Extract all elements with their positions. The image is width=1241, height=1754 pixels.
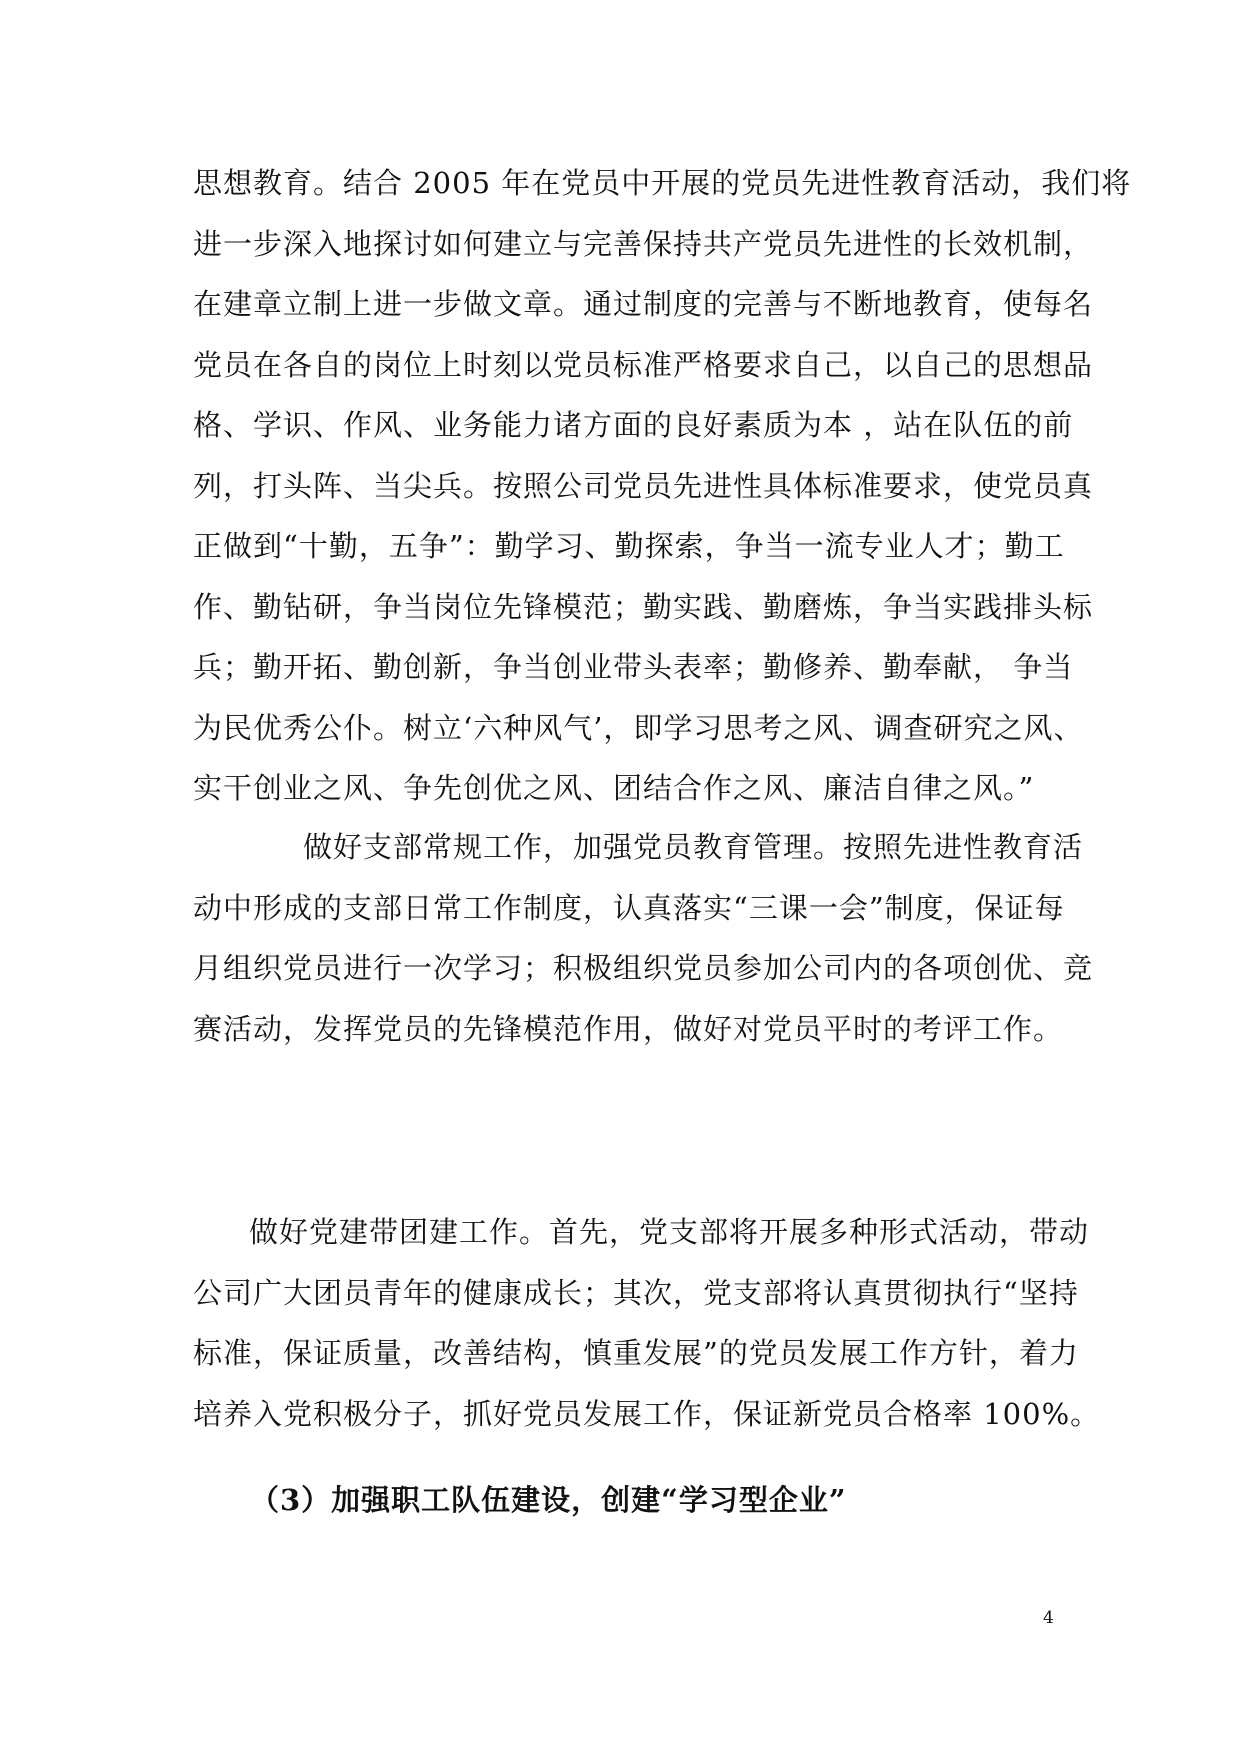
paragraph-party-education [193, 153, 1132, 819]
paragraph-line: 动中形成的支部日常工作制度，认真落实“三课一会”制度，保证每 [193, 890, 1065, 925]
paragraph-line: 标准，保证质量，改善结构，慎重发展”的党员发展工作方针，着力 [193, 1336, 1079, 1370]
paragraph-line: 思想教育。结合 2005 年在党员中开展的党员先进性教育活动，我们将 [193, 166, 1132, 200]
paragraph-party-league-building [193, 1202, 1101, 1444]
paragraph-line: 进一步深入地探讨如何建立与完善保持共产党员先进性的长效机制， [193, 226, 1094, 261]
paragraph-line: 党员在各自的岗位上时刻以党员标准严格要求自己，以自己的思想品 [193, 347, 1094, 382]
paragraph-line: 培养入党积极分子，抓好党员发展工作，保证新党员合格率 100%。 [193, 1396, 1101, 1431]
paragraph-line: 公司广大团员青年的健康成长；其次，党支部将认真贯彻执行“坚持 [193, 1275, 1079, 1310]
paragraph-line: 正做到“十勤，五争”：勤学习、勤探索，争当一流专业人才；勤工 [193, 529, 1065, 563]
section-heading: （3）加强职工队伍建设，创建“学习型企业” [250, 1483, 847, 1517]
paragraph-line: 作、勤钻研，争当岗位先锋模范；勤实践、勤磨炼，争当实践排头标 [193, 589, 1094, 624]
paragraph-line: 实干创业之风、争先创优之风、团结合作之风、廉洁自律之风。” [193, 771, 1035, 805]
paragraph-line: 为民优秀公仆。树立‘六种风气’，即学习思考之风、调查研究之风、 [193, 710, 1084, 745]
paragraph-line: 在建章立制上进一步做文章。通过制度的完善与不断地教育，使每名 [193, 287, 1094, 321]
paragraph-branch-routine-work [193, 817, 1094, 1059]
paragraph-line: 赛活动，发挥党员的先锋模范作用，做好对党员平时的考评工作。 [193, 1011, 1064, 1046]
paragraph-line: 列，打头阵、当尖兵。按照公司党员先进性具体标准要求，使党员真 [193, 468, 1094, 503]
paragraph-line: 做好支部常规工作，加强党员教育管理。按照先进性教育活 [303, 830, 1084, 864]
page-number: 4 [1043, 1608, 1054, 1628]
paragraph-line: 格、学识、作风、业务能力诸方面的良好素质为本 ，站在队伍的前 [193, 408, 1074, 442]
paragraph-line: 做好党建带团建工作。首先，党支部将开展多种形式活动，带动 [249, 1215, 1090, 1249]
paragraph-line: 兵；勤开拓、勤创新，争当创业带头表率；勤修养、勤奉献， 争当 [193, 650, 1074, 684]
paragraph-line: 月组织党员进行一次学习；积极组织党员参加公司内的各项创优、竞 [193, 951, 1094, 985]
